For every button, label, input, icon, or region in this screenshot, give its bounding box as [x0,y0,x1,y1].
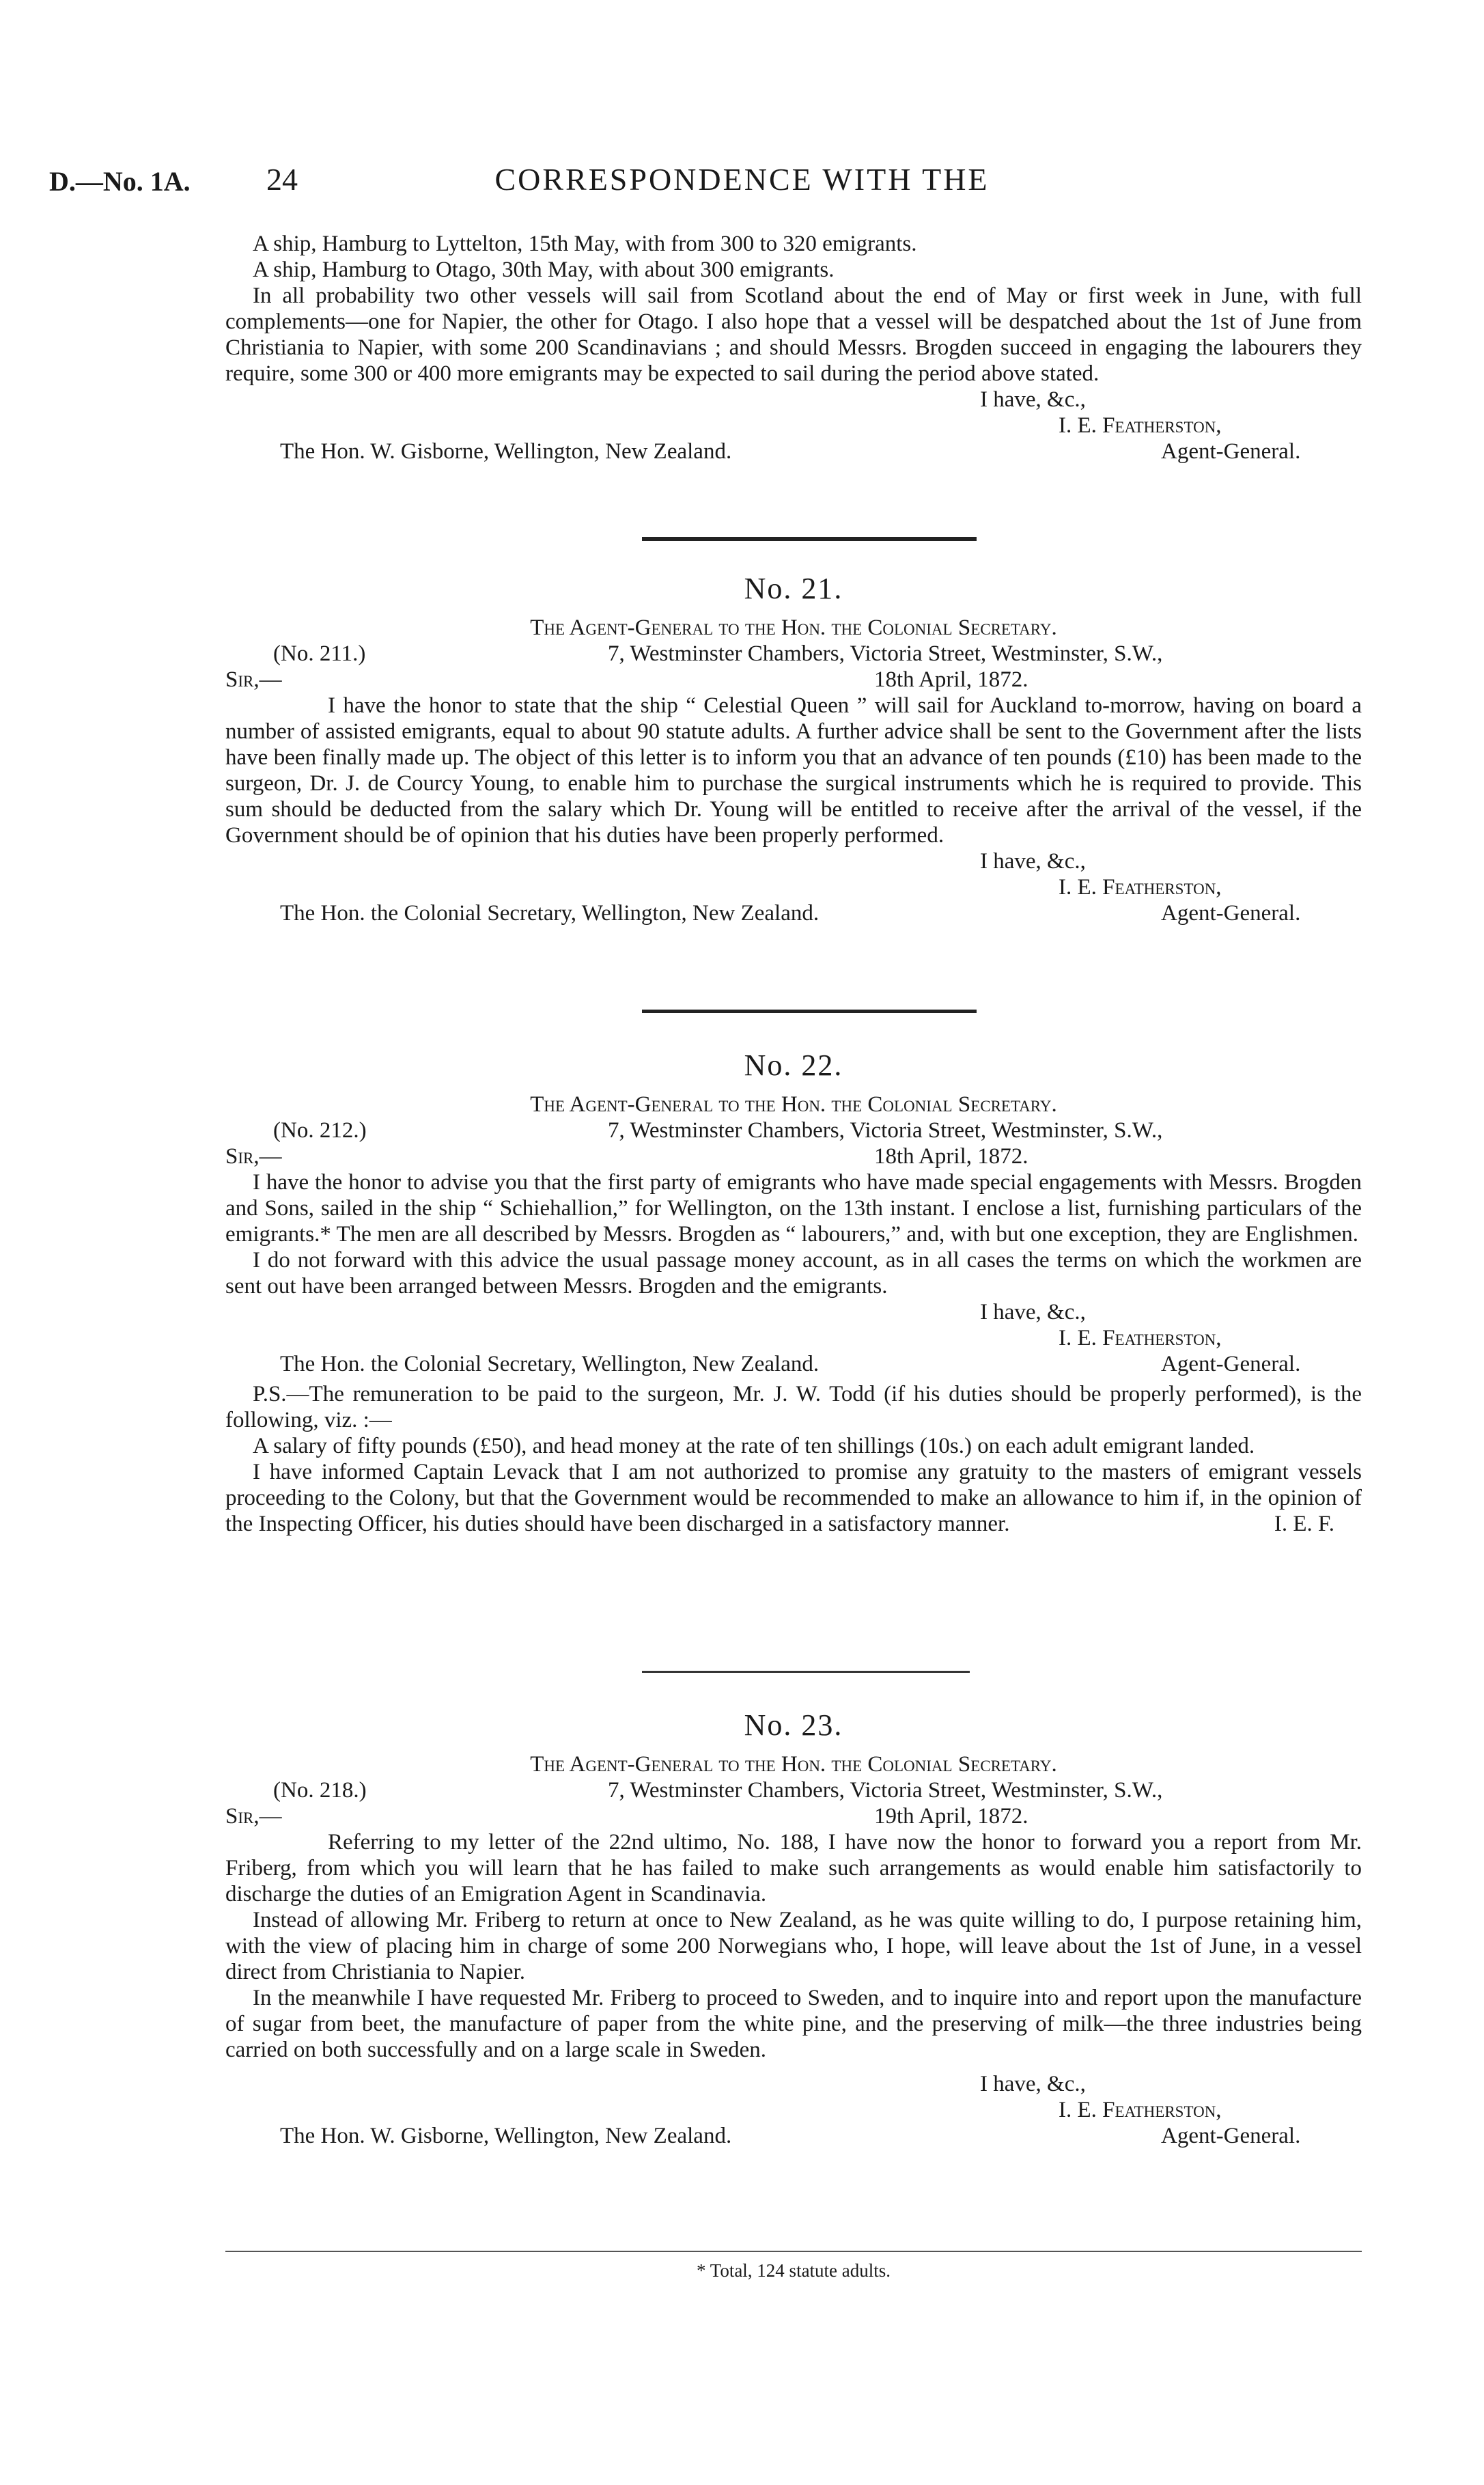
body-paragraph: Instead of allowing Mr. Friberg to return at once to New Zealand, as he was quite willing to do, I purpose retaining him, with the view of placing him in charge of some 200 Norwegians who, I hope, will leave about the 1st of June, in a vessel direct from Christiania to Napier. [225,1908,1362,1984]
letter-number: No. 23. [744,1708,843,1742]
page-title: CORRESPONDENCE WITH THE [494,162,990,197]
letter-22 [225,1048,1362,1537]
section-divider [642,537,977,541]
salutation-line [225,667,1362,693]
signatory-role: Agent-General. [1161,1352,1301,1376]
body-line: A ship, Hamburg to Lyttelton, 15th May, with from 300 to 320 emigrants. [253,232,917,256]
section-divider [642,1671,970,1673]
page-number: 24 [266,162,298,197]
letter-ref: (No. 211.) [273,641,366,666]
letter-date: 18th April, 1872. [874,667,1028,692]
body-paragraph: I have the honor to advise you that the first party of emigrants who have made special engagements with Messrs. Brogden and Sons, sailed in the ship “ Schiehallion,” for Wellington, on the 13th instant. I enclose a list, furnishing particulars of the emigrants.* The men are all described by Messrs. Brogden as “ labourers,” and, with but one exception, they are Englishmen. [225,1170,1362,1247]
initials: I. E. F. [1274,1512,1334,1536]
body-paragraph: I do not forward with this advice the usual passage money account, as in all cases the terms on which the workmen are sent out have been arranged between Messrs. Brogden and the emigrants. [225,1248,1362,1299]
signatory-role: Agent-General. [1161,901,1301,926]
signature: I. E. Featherston, [1059,875,1222,900]
previous-letter-continuation [225,231,1362,464]
postscript-paragraph: P.S.—The remuneration to be paid to the surgeon, Mr. J. W. Todd (if his duties should be properly performed), is the following, viz. :— [225,1382,1362,1432]
signature-block [225,1299,1362,1377]
sender-address: 7, Westminster Chambers, Victoria Street, Westminster, S.W., [608,1118,1163,1143]
salutation-line [225,1143,1362,1169]
body-paragraph: In the meanwhile I have requested Mr. Friberg to proceed to Sweden, and to inquire into and report upon the manufacture of sugar from beet, the manufacture of paper from the white pine, and the preserving of milk—the three industries being carried on both successfully and on a large scale in Sweden. [225,1986,1362,2062]
letter-address-line [225,1777,1362,1803]
signature-block [225,848,1362,926]
body-paragraph: Referring to my letter of the 22nd ultimo, No. 188, I have now the honor to forward you a report from Mr. Friberg, from which you will learn that he has failed to make such arrangements as would enable him satisfactorily to discharge the duties of an Emigration Agent in Scandinavia. [225,1830,1362,1906]
sender-address: 7, Westminster Chambers, Victoria Street, Westminster, S.W., [608,1778,1163,1803]
letter-21 [225,571,1362,926]
letter-number: No. 22. [744,1049,843,1082]
signatory-role: Agent-General. [1161,439,1301,464]
letter-address-line [225,1117,1362,1143]
salutation-line [225,1803,1362,1829]
signature: I. E. Featherston, [1059,413,1222,438]
signatory-role: Agent-General. [1161,2124,1301,2148]
closing: I have, &c., [980,2072,1086,2096]
closing: I have, &c., [980,849,1086,874]
signature-block [225,387,1362,464]
letter-address-line [225,641,1362,667]
postscript-paragraph: I have informed Captain Levack that I am not authorized to promise any gratuity to the masters of emigrant vessels proceeding to the Colony, but that the Government would be recommended to make an allowance to him if, in the opinion of the Inspecting Officer, his duties should have been discharged in a satisfactory manner. [225,1460,1362,1536]
letter-heading: The Agent-General to the Hon. the Colonial Secretary. [530,1752,1057,1777]
signature-block [225,2071,1362,2149]
addressee: The Hon. the Colonial Secretary, Wellington, New Zealand. [280,1352,820,1376]
salutation: Sir,— [225,1144,282,1169]
letter-23 [225,1708,1362,2149]
letter-number: No. 21. [744,572,843,605]
footnote-rule [225,2251,1362,2252]
body-paragraph: In all probability two other vessels will sail from Scotland about the end of May or first week in June, with full complements—one for Napier, the other for Otago. I also hope that a vessel will be despatched about the 1st of June from Christiania to Napier, with some 200 Scandinavians ; and should Messrs. Brogden succeed in engaging the labourers they require, some 300 or 400 more emigrants may be expected to sail during the period above stated. [225,283,1362,386]
letter-heading: The Agent-General to the Hon. the Colonial Secretary. [530,1092,1057,1117]
body-line: A ship, Hamburg to Otago, 30th May, with about 300 emigrants. [253,258,835,282]
postscript-paragraph: A salary of fifty pounds (£50), and head money at the rate of ten shillings (10s.) on each adult emigrant landed. [253,1434,1255,1458]
salutation: Sir,— [225,1804,282,1829]
footnote: * Total, 124 statute adults. [696,2260,891,2281]
letter-ref: (No. 212.) [273,1118,367,1143]
addressee: The Hon. W. Gisborne, Wellington, New Zealand. [280,439,732,464]
section-divider [642,1010,977,1013]
document-reference: D.—No. 1A. [49,166,191,197]
letter-date: 18th April, 1872. [874,1144,1028,1169]
signature: I. E. Featherston, [1059,2098,1222,2122]
sender-address: 7, Westminster Chambers, Victoria Street, Westminster, S.W., [608,641,1163,666]
addressee: The Hon. W. Gisborne, Wellington, New Zealand. [280,2124,732,2148]
addressee: The Hon. the Colonial Secretary, Wellington, New Zealand. [280,901,820,926]
running-head [41,161,1443,202]
signature: I. E. Featherston, [1059,1326,1222,1350]
letter-date: 19th April, 1872. [874,1804,1028,1829]
salutation: Sir,— [225,667,282,692]
letter-heading: The Agent-General to the Hon. the Colonial Secretary. [530,615,1057,640]
body-paragraph: I have the honor to state that the ship “ Celestial Queen ” will sail for Auckland to-morrow, having on board a number of assisted emigrants, equal to about 90 statute adults. A further advice shall be sent to the Government after the lists have been finally made up. The object of this letter is to inform you that an advance of ten pounds (£10) has been made to the surgeon, Dr. J. de Courcy Young, to enable him to purchase the surgical instruments which he is required to provide. This sum should be deducted from the salary which Dr. Young will be entitled to receive after the arrival of the vessel, if the Government should be of opinion that his duties have been properly performed. [225,693,1362,848]
closing: I have, &c., [980,387,1086,412]
closing: I have, &c., [980,1300,1086,1324]
letter-ref: (No. 218.) [273,1778,367,1803]
